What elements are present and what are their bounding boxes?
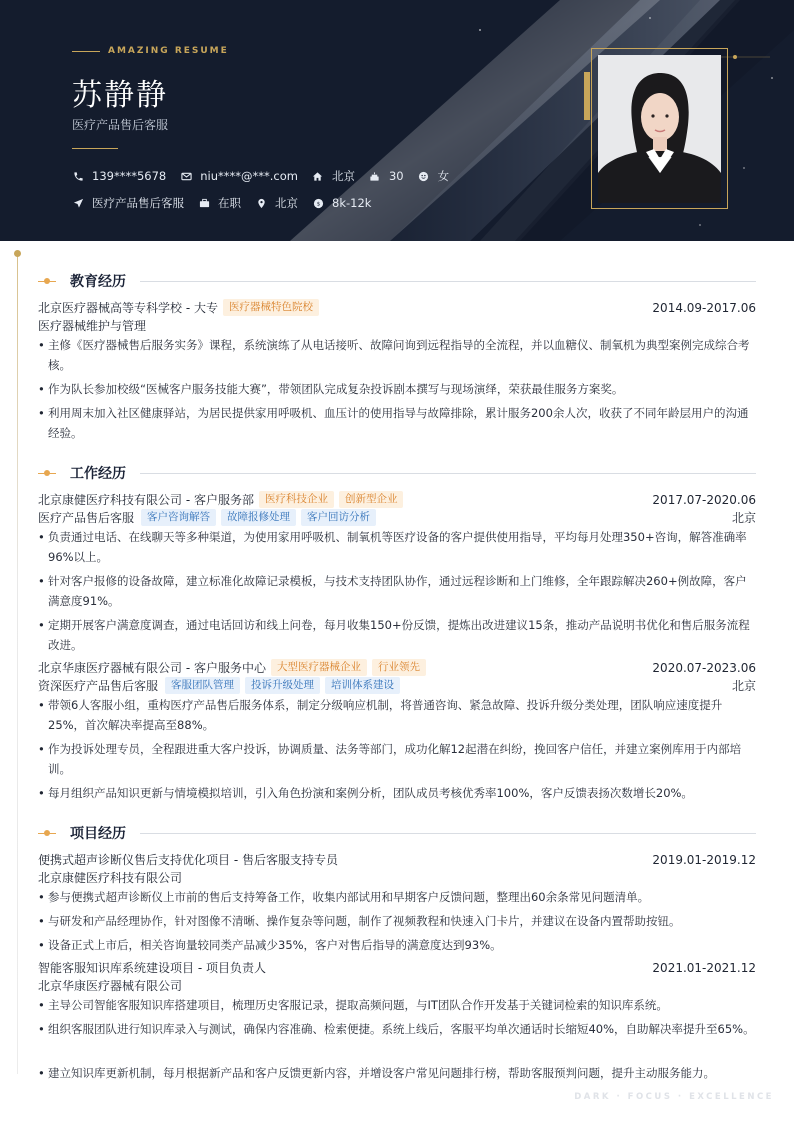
job-bullet: • 作为投诉处理专员，全程跟进重大客户投诉，协调质量、法务等部门，成功化解12起潜在纠纷，挽回客户信任，并建立案例库用于内部培训。 [38, 739, 756, 779]
contact-gender [418, 168, 450, 184]
contact-row-2 [72, 195, 385, 211]
contact-text: niu****@***.com [200, 169, 298, 183]
education-bullet: • 作为队长参加校级“医械客户服务技能大赛”，带领团队完成复杂投诉剧本撰写与现场演绎，荣获最佳服务方案奖。 [38, 379, 756, 399]
company-tag: 大型医疗器械企业 [271, 659, 367, 676]
candidate-name: 苏静静 [72, 78, 168, 113]
timeline-line [17, 254, 18, 1074]
send-icon [72, 197, 84, 209]
section-divider [140, 833, 756, 834]
section-heading: 工作经历 [70, 466, 126, 482]
section-projects-title [38, 823, 756, 843]
job-role-row [38, 677, 756, 694]
contact-text: 女 [437, 169, 450, 183]
section-marker-icon [38, 829, 60, 837]
major: 医疗器械维护与管理 [38, 319, 147, 333]
company-tag: 创新型企业 [339, 491, 404, 508]
briefcase-icon [198, 197, 210, 209]
project-name: 便携式超声诊断仪售后支持优化项目 - 售后客服支持专员 [38, 853, 338, 867]
job-city: 北京 [731, 679, 756, 693]
resume-header [0, 0, 794, 241]
project-company: 北京华康医疗器械有限公司 [38, 979, 183, 993]
contact-age [369, 169, 404, 183]
contact-text: 北京 [275, 196, 298, 210]
education-major-row [38, 317, 756, 334]
contact-text: 北京 [331, 169, 355, 183]
project-bullet: • 组织客服团队进行知识库录入与测试，确保内容准确、检索便捷。系统上线后，客服平均单次通话时长缩短40%，自助解决率提升至65%。 [38, 1019, 756, 1039]
candidate-title: 医疗产品售后客服 [72, 118, 169, 132]
project-header [38, 851, 756, 868]
contact-email [180, 169, 298, 183]
project-bullet: • 与研发和产品经理协作，针对图像不清晰、操作复杂等问题，制作了视频教程和快速入门卡片，并建议在设备内置帮助按钮。 [38, 911, 756, 931]
smile-icon [418, 170, 430, 182]
phone-icon [72, 170, 84, 182]
section-heading: 项目经历 [70, 826, 126, 842]
education-date: 2014.09-2017.06 [652, 300, 756, 315]
project-bullet: • 主导公司智能客服知识库搭建项目，梳理历史客服记录，提取高频问题，与IT团队合作开发基于关键词检索的知识库系统。 [38, 995, 756, 1015]
timeline-dot [14, 250, 21, 257]
job-city: 北京 [731, 511, 756, 525]
photo-accent-tab [584, 72, 590, 120]
cake-icon [369, 170, 381, 182]
project-bullet: • 参与便携式超声诊断仪上市前的售后支持筹备工作，收集内部试用和早期客户反馈问题，整理出60余条常见问题清单。 [38, 887, 756, 907]
eyebrow [72, 45, 229, 57]
job-role-row [38, 509, 756, 526]
company-name: 北京华康医疗器械有限公司 - 客户服务中心 [38, 661, 266, 675]
company-name: 北京康健医疗科技有限公司 - 客户服务部 [38, 493, 254, 507]
contact-intent-position [72, 195, 184, 211]
contact-city [312, 168, 355, 184]
project-bullet: • 建立知识库更新机制，每月根据新产品和客户反馈更新内容，并增设客户常见问题排行榜，帮助客服预判问题，提升主动服务能力。 [38, 1063, 756, 1083]
company-tag: 行业领先 [372, 659, 426, 676]
job-bullet: • 定期开展客户满意度调查，通过电话回访和线上问卷，每月收集150+份反馈，提炼出改进建议15条，推动产品说明书优化和售后服务流程改进。 [38, 615, 756, 655]
job-date: 2020.07-2023.06 [652, 660, 756, 675]
contact-text: 在职 [218, 196, 241, 210]
project-bullet: • 设备正式上市后，相关咨询量较同类产品减少35%，客户对售后指导的满意度达到93%。 [38, 935, 756, 955]
skill-tag: 投诉升级处理 [245, 677, 320, 694]
eyebrow-text: AMAZING RESUME [108, 46, 229, 56]
contact-row-1 [72, 168, 463, 184]
location-pin-icon [255, 197, 267, 209]
project-header [38, 959, 756, 976]
job-header [38, 491, 756, 508]
contact-status [198, 195, 241, 211]
section-heading: 教育经历 [70, 274, 126, 290]
company-tag: 医疗科技企业 [259, 491, 334, 508]
contact-text: 8k-12k [332, 196, 372, 210]
job-bullet: • 负责通过电话、在线聊天等多种渠道，为使用家用呼吸机、制氧机等医疗设备的客户提供使用指导，平均每月处理350+咨询，解答准确率96%以上。 [38, 527, 756, 567]
project-date: 2019.01-2019.12 [652, 852, 756, 867]
job-bullet: • 带领6人客服小组，重构医疗产品售后服务体系，制定分级响应机制，将普通咨询、紧急故障、投诉升级分类处理，团队响应速度提升25%，首次解决率提高至88%。 [38, 695, 756, 735]
mail-icon [180, 170, 192, 182]
project-company-row [38, 869, 756, 886]
section-divider [140, 473, 756, 474]
title-divider [72, 148, 118, 149]
school-name: 北京医疗器械高等专科学校 - 大专 [38, 301, 218, 315]
job-bullet: • 针对客户报修的设备故障，建立标准化故障记录模板，与技术支持团队协作，通过远程诊断和上门维修，全年跟踪解决260+例故障，客户满意度91%。 [38, 571, 756, 611]
education-header [38, 299, 756, 316]
section-work-title [38, 463, 756, 483]
job-date: 2017.07-2020.06 [652, 492, 756, 507]
profile-photo [598, 55, 721, 203]
section-education-title [38, 271, 756, 291]
section-divider [140, 281, 756, 282]
project-company-row [38, 977, 756, 994]
home-icon [312, 170, 324, 182]
section-marker-icon [38, 277, 60, 285]
project-company: 北京康健医疗科技有限公司 [38, 871, 183, 885]
skill-tag: 故障报修处理 [221, 509, 296, 526]
section-marker-icon [38, 469, 60, 477]
education-bullet: • 利用周末加入社区健康驿站，为居民提供家用呼吸机、血压计的使用指导与故障排除，累计服务200余人次，收获了不同年龄层用户的沟通经验。 [38, 403, 756, 443]
job-role: 医疗产品售后客服 [38, 511, 135, 525]
svg-text:$: $ [316, 201, 320, 208]
job-header [38, 659, 756, 676]
job-bullet: • 每月组织产品知识更新与情境模拟培训，引入角色扮演和案例分析，团队成员考核优秀率100%，客户反馈表扬次数增长20%。 [38, 783, 756, 803]
contact-phone [72, 169, 166, 183]
contact-text: 医疗产品售后客服 [92, 196, 184, 210]
money-icon [312, 197, 324, 209]
skill-tag: 客服团队管理 [165, 677, 240, 694]
contact-salary [312, 196, 371, 210]
contact-text: 30 [388, 169, 404, 183]
footer-slogan: DARK · FOCUS · EXCELLENCE [574, 1092, 774, 1102]
skill-tag: 客户咨询解答 [141, 509, 216, 526]
project-date: 2021.01-2021.12 [652, 960, 756, 975]
skill-tag: 培训体系建设 [325, 677, 400, 694]
eyebrow-rule [72, 51, 100, 52]
skill-tag: 客户回访分析 [301, 509, 376, 526]
project-name: 智能客服知识库系统建设项目 - 项目负责人 [38, 961, 266, 975]
job-role: 资深医疗产品售后客服 [38, 679, 159, 693]
education-bullet: • 主修《医疗器械售后服务实务》课程，系统演练了从电话接听、故障问询到远程指导的全流程，并以血糖仪、制氧机为典型案例完成综合考核。 [38, 335, 756, 375]
contact-intent-city [255, 195, 298, 211]
school-tag: 医疗器械特色院校 [223, 299, 319, 316]
contact-text: 139****5678 [92, 169, 167, 183]
